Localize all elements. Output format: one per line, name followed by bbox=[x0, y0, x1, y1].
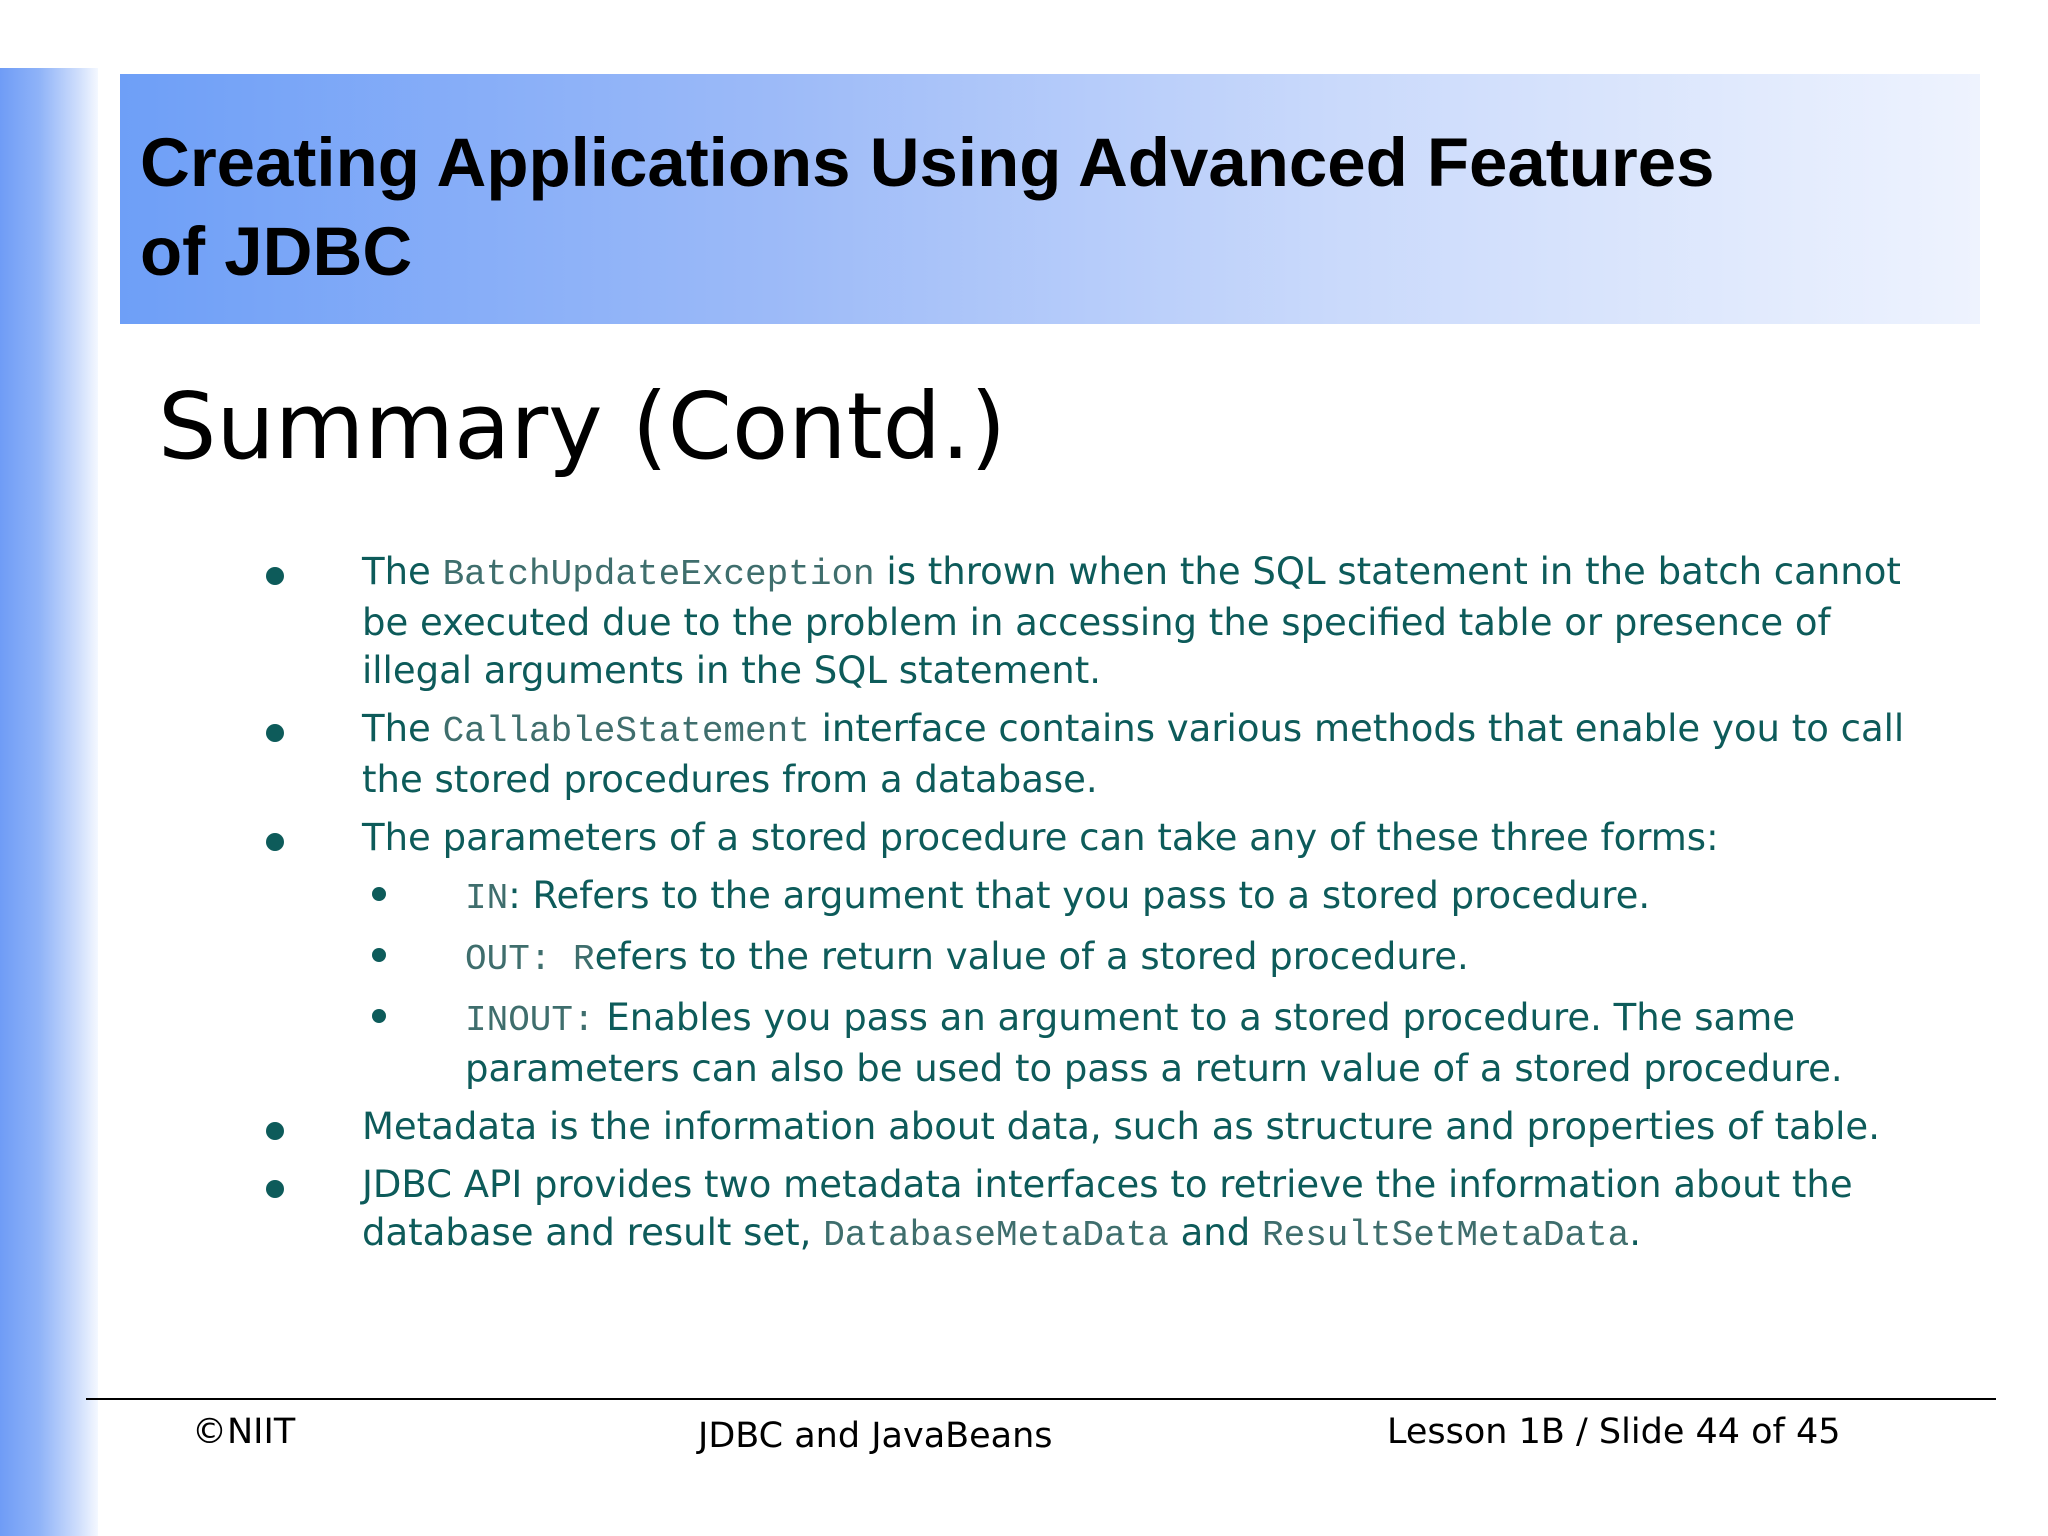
bullet-text: Metadata is the information about data, such as structure and properties of table. bbox=[362, 1105, 1880, 1148]
footer-copyright: ©NIIT bbox=[192, 1412, 296, 1452]
code-term: IN bbox=[465, 878, 509, 919]
code-term: INOUT: bbox=[465, 1000, 595, 1041]
bullet-text: The parameters of a stored procedure can take any of these three forms: bbox=[362, 816, 1719, 859]
bullet-text: JDBC API provides two metadata interfaces to retrieve the information about the database and result set, bbox=[362, 1163, 1853, 1254]
bullet-text: The bbox=[362, 550, 443, 593]
footer-course-title: JDBC and JavaBeans bbox=[698, 1416, 1053, 1456]
bullet-dot bbox=[266, 1122, 284, 1140]
sub-bullet-in bbox=[465, 872, 1935, 923]
footer-divider bbox=[86, 1398, 1996, 1400]
code-term: ResultSetMetaData bbox=[1261, 1215, 1630, 1256]
bullet-callable-statement bbox=[362, 705, 1922, 804]
bullet-text: interface contains various methods that enable you to call the stored procedures from a database. bbox=[362, 707, 1905, 801]
code-term: DatabaseMetaData bbox=[823, 1215, 1169, 1256]
bullet-metadata bbox=[362, 1103, 1922, 1151]
bullet-text: and bbox=[1168, 1211, 1262, 1254]
banner-title-line2: of JDBC bbox=[140, 213, 413, 290]
bullet-dot bbox=[266, 567, 284, 585]
bullet-parameter-forms bbox=[362, 814, 1922, 862]
bullet-dot bbox=[266, 1180, 284, 1198]
sub-bullet-dot bbox=[372, 1009, 386, 1023]
summary-list bbox=[0, 548, 2048, 1270]
bullet-dot bbox=[266, 724, 284, 742]
bullet-text: : Refers to the argument that you pass to a stored procedure. bbox=[508, 874, 1651, 917]
bullet-text: The bbox=[362, 707, 443, 750]
bullet-batch-update-exception bbox=[362, 548, 1922, 695]
banner-title-line1: Creating Applications Using Advanced Features bbox=[140, 124, 1715, 201]
bullet-text: . bbox=[1629, 1211, 1642, 1254]
code-term: CallableStatement bbox=[442, 711, 810, 752]
bullet-text: efers to the return value of a stored procedure. bbox=[594, 935, 1469, 978]
banner-title bbox=[140, 118, 1940, 296]
bullet-text: is thrown when the SQL statement in the batch cannot be executed due to the problem in accessing the specified table or presence of illegal arguments in the SQL statement. bbox=[362, 550, 1901, 692]
sub-bullet-inout bbox=[465, 994, 1935, 1093]
slide-heading: Summary (Contd.) bbox=[158, 373, 1007, 480]
code-term: BatchUpdateException bbox=[442, 554, 875, 595]
sub-bullet-dot bbox=[372, 948, 386, 962]
sub-bullet-dot bbox=[372, 887, 386, 901]
bullet-text: Enables you pass an argument to a stored procedure. The same parameters can also be used to pass a return value of a stored procedure. bbox=[465, 996, 1843, 1090]
sub-bullet-out bbox=[465, 933, 1935, 984]
footer-slide-info: Lesson 1B / Slide 44 of 45 bbox=[1387, 1412, 1841, 1452]
bullet-metadata-interfaces bbox=[362, 1161, 1922, 1260]
code-term: OUT: R bbox=[465, 939, 595, 980]
bullet-dot bbox=[266, 833, 284, 851]
